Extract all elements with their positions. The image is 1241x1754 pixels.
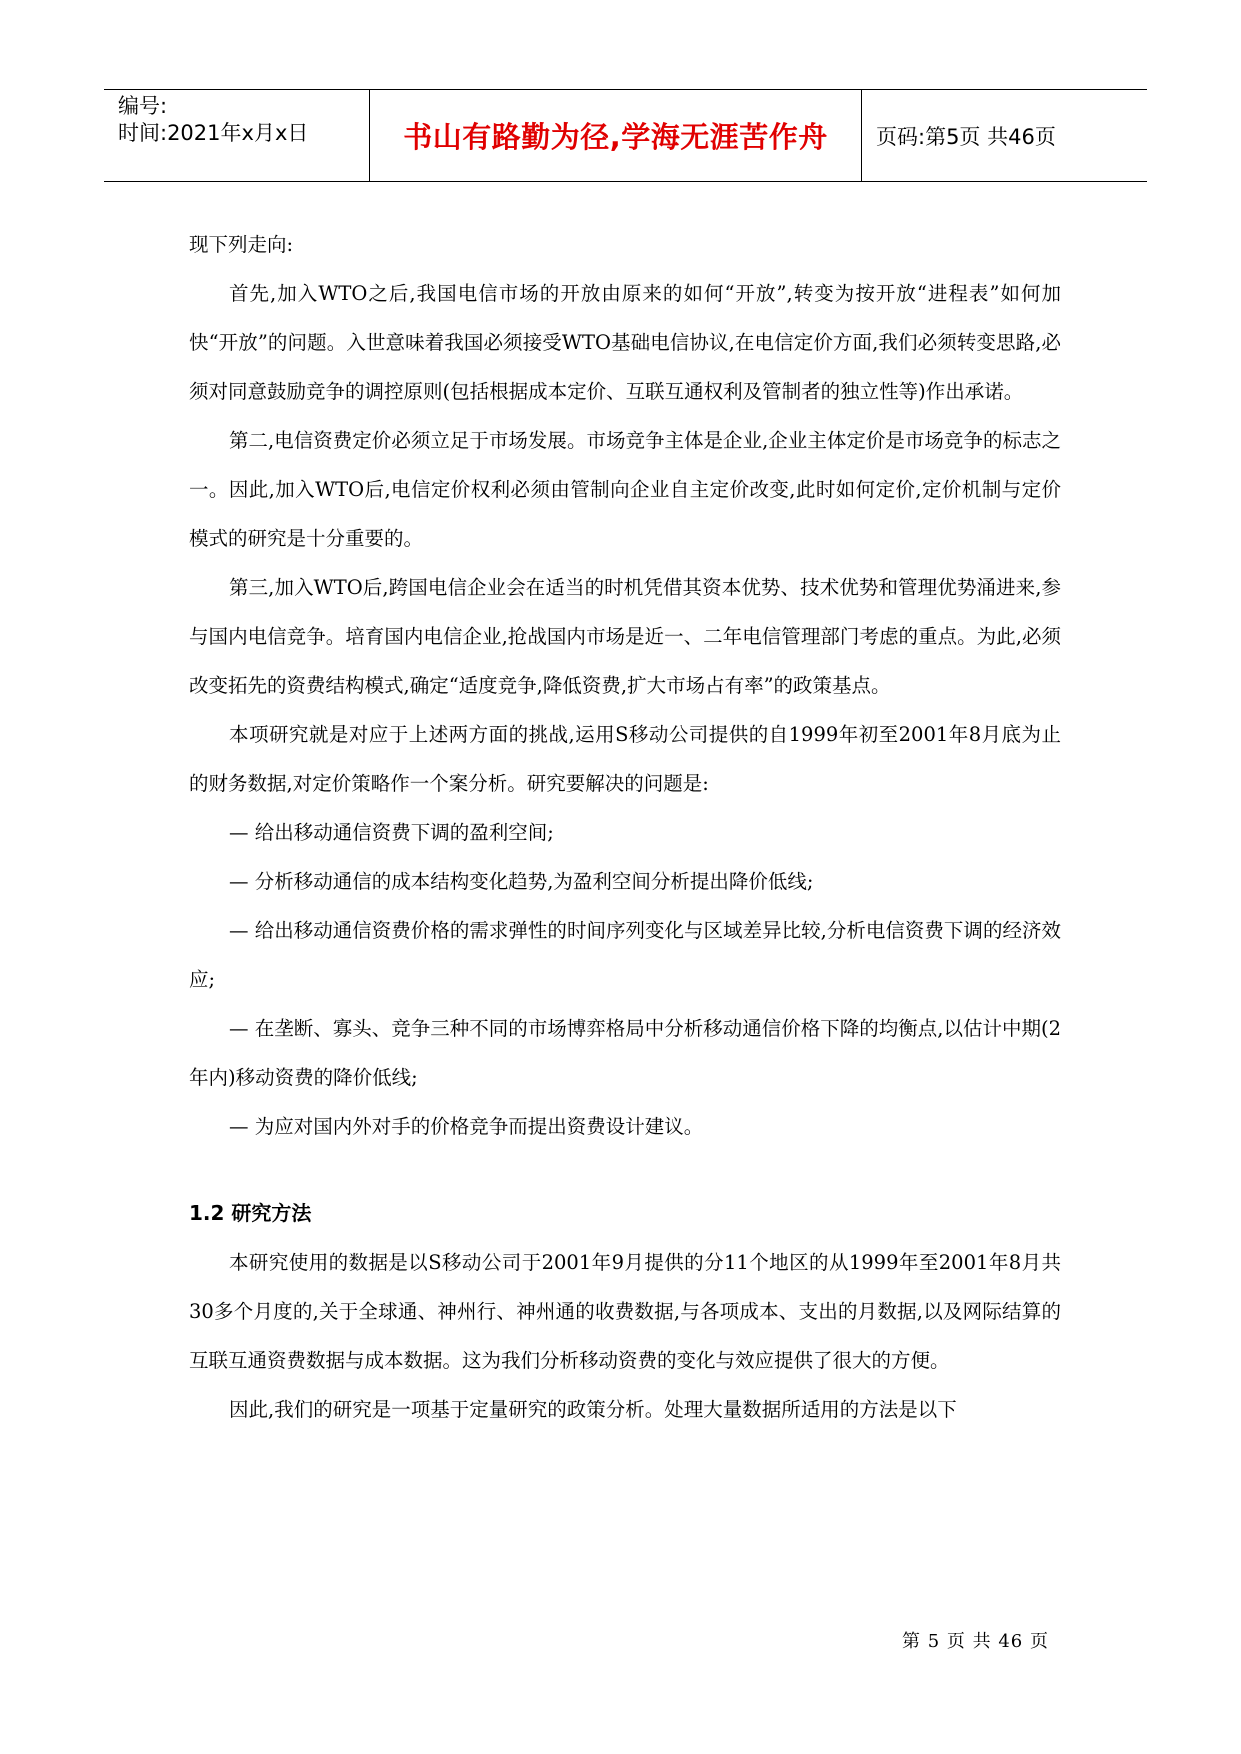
- paragraph: 第二,电信资费定价必须立足于市场发展。市场竞争主体是企业,企业主体定价是市场竞争的标志之一。因此,加入WTO后,电信定价权利必须由管制向企业自主定价改变,此时如何定价,定价机制与定价模式的研究是十分重要的。: [189, 429, 1061, 550]
- paragraph: 因此,我们的研究是一项基于定量研究的政策分析。处理大量数据所适用的方法是以下: [229, 1398, 957, 1421]
- header-motto: 书山有路勤为径,学海无涯苦作舟: [403, 120, 828, 154]
- document-number-label: 编号:: [118, 94, 168, 118]
- paragraph: 第三,加入WTO后,跨国电信企业会在适当的时机凭借其资本优势、技术优势和管理优势涌进来,参与国内电信竞争。培育国内电信企业,抢战国内市场是近一、二年电信管理部门考虑的重点。为此,必须改变拓先的资费结构模式,确定“适度竞争,降低资费,扩大市场占有率”的政策基点。: [189, 576, 1061, 697]
- paragraph: 现下列走向:: [189, 233, 294, 256]
- header-page-cell: [862, 90, 1147, 181]
- document-body: [189, 220, 1061, 1434]
- page-header: [104, 89, 1147, 182]
- header-page-code: 页码:第5页 共46页: [876, 124, 1056, 149]
- list-item: — 在垄断、寡头、竞争三种不同的市场博弈格局中分析移动通信价格下降的均衡点,以估计中期(2年内)移动资费的降价低线;: [189, 1017, 1061, 1089]
- section-spacer: [189, 1151, 1061, 1189]
- paragraph: 本研究使用的数据是以S移动公司于2001年9月提供的分11个地区的从1999年至2001年8月共30多个月度的,关于全球通、神州行、神州通的收费数据,与各项成本、支出的月数据,以及网际结算的互联互通资费数据与成本数据。这为我们分析移动资费的变化与效应提供了很大的方便。: [189, 1251, 1061, 1372]
- header-meta-cell: [104, 90, 370, 181]
- list-item: — 分析移动通信的成本结构变化趋势,为盈利空间分析提出降价低线;: [229, 870, 814, 893]
- page-footer: 第 5 页 共 46 页: [902, 1631, 1049, 1652]
- paragraph: 首先,加入WTO之后,我国电信市场的开放由原来的如何“开放”,转变为按开放“进程表”如何加快“开放”的问题。入世意味着我国必须接受WTO基础电信协议,在电信定价方面,我们必须转变思路,必须对同意鼓励竞争的调控原则(包括根据成本定价、互联互通权利及管制者的独立性等)作出承诺。: [189, 282, 1061, 403]
- paragraph: 本项研究就是对应于上述两方面的挑战,运用S移动公司提供的自1999年初至2001年8月底为止的财务数据,对定价策略作一个案分析。研究要解决的问题是:: [189, 723, 1061, 795]
- list-item: — 给出移动通信资费下调的盈利空间;: [229, 821, 554, 844]
- list-item: — 为应对国内外对手的价格竞争而提出资费设计建议。: [229, 1115, 704, 1138]
- document-time-label: 时间:2021年x月x日: [118, 121, 309, 145]
- section-heading: 1.2 研究方法: [189, 1201, 312, 1225]
- list-item: — 给出移动通信资费价格的需求弹性的时间序列变化与区域差异比较,分析电信资费下调的经济效应;: [189, 919, 1061, 991]
- header-motto-cell: [370, 90, 862, 181]
